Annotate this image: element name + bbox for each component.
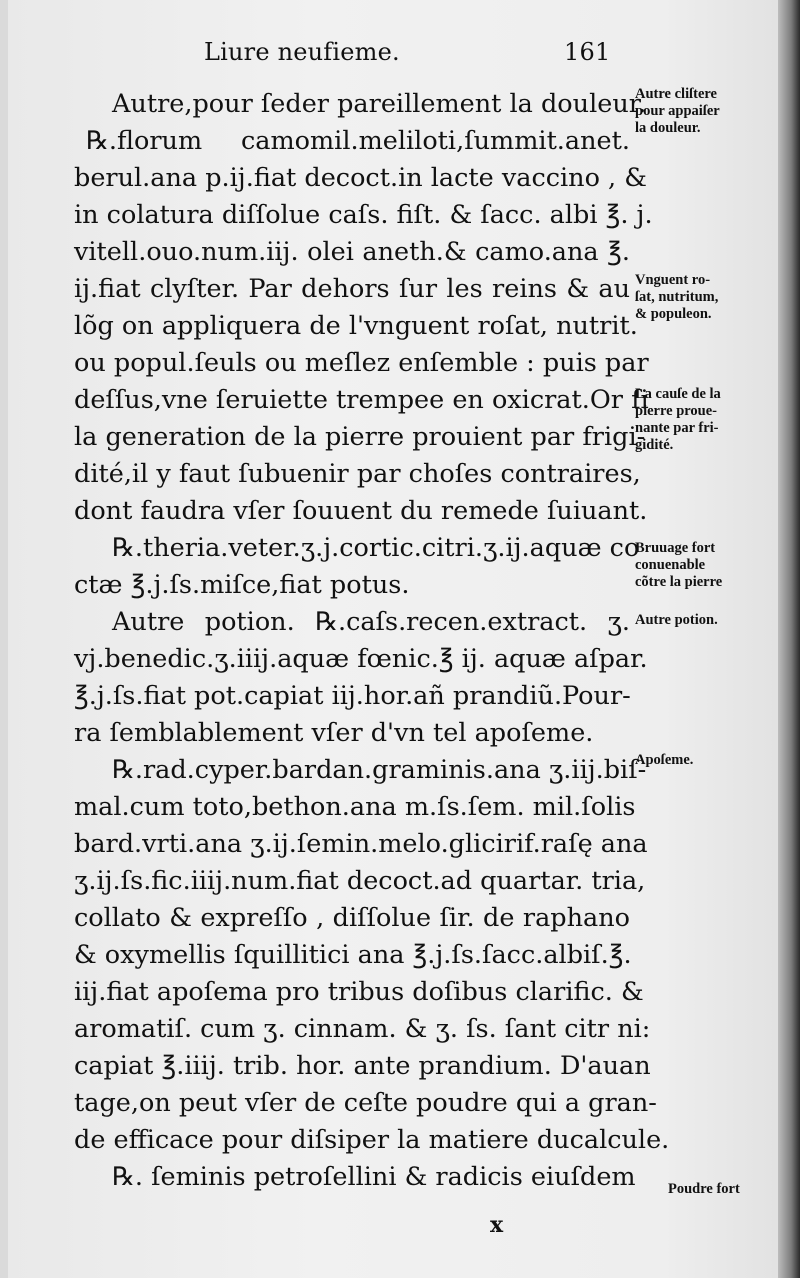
page-number: 161 bbox=[564, 38, 611, 66]
margin-note-line: & populeon. bbox=[635, 306, 712, 322]
margin-note bbox=[635, 272, 773, 323]
text-line: de efficace pour diſsiper la matiere ducalcule. bbox=[74, 1125, 670, 1155]
text-line: ℞. ſeminis petroſellini & radicis eiuſdem bbox=[112, 1162, 636, 1192]
text-line: mal.cum toto,bethon.ana m.ſs.ſem. mil.ſolis bbox=[74, 792, 636, 822]
text-line: Autre,pour ſeder pareillement la douleur. bbox=[112, 89, 647, 119]
text-line: berul.ana p.ij.fiat decoct.in lacte vaccino , & bbox=[74, 163, 647, 193]
margin-note-line: Bruuage fort bbox=[635, 540, 716, 556]
margin-note bbox=[635, 86, 773, 137]
text-line: Autre potion. ℞.caſs.recen.extract. ʒ. bbox=[112, 607, 630, 637]
margin-note-line: nante par fri- bbox=[635, 420, 719, 436]
margin-note-line: La cauſe de la bbox=[635, 386, 721, 402]
text-line: tage,on peut vſer de ceſte poudre qui a gran- bbox=[74, 1088, 657, 1118]
text-line: ℥.j.ſs.fiat pot.capiat iij.hor.añ prandiũ.Pour- bbox=[74, 681, 631, 711]
text-line: collato & expreſſo , diſſolue ſir. de raphano bbox=[74, 903, 630, 933]
margin-note-line: Vnguent ro- bbox=[635, 272, 711, 288]
text-line: ℞.theria.veter.ʒ.j.cortic.citri.ʒ.ij.aquæ co bbox=[112, 533, 640, 563]
text-line: in colatura diſſolue caſs. fiſt. & ſacc. albi ℥. j. bbox=[74, 200, 653, 230]
margin-note-line: cõtre la pierre bbox=[635, 574, 723, 590]
text-line: & oxymellis ſquillitici ana ℥.j.ſs.ſacc.albiſ.℥. bbox=[74, 940, 632, 970]
margin-note-line: ſat, nutritum, bbox=[635, 289, 719, 305]
text-line: ℞.florum camomil.meliloti,ſummit.anet. bbox=[86, 126, 630, 156]
signature-mark: x bbox=[490, 1212, 504, 1238]
running-header bbox=[204, 38, 624, 66]
text-line: deſſus,vne ſeruiette trempee en oxicrat.Or ſi bbox=[74, 385, 649, 415]
margin-note-line: conuenable bbox=[635, 557, 706, 573]
text-line: aromatiſ. cum ʒ. cinnam. & ʒ. ſs. ſant citr ni: bbox=[74, 1014, 651, 1044]
text-line: ou popul.ſeuls ou meſlez enſemble : puis par bbox=[74, 348, 649, 378]
book-spine bbox=[778, 0, 800, 1278]
text-line: bard.vrti.ana ʒ.ij.ſemin.melo.glicirif.raſę ana bbox=[74, 829, 648, 859]
text-line: vj.benedic.ʒ.iiij.aquæ fœnic.℥ ij. aquæ aſpar. bbox=[74, 644, 648, 674]
text-line: vitell.ouo.num.iij. olei aneth.& camo.ana ℥. bbox=[74, 237, 630, 267]
text-line: ra ſemblablement vſer d'vn tel apoſeme. bbox=[74, 718, 594, 748]
margin-note bbox=[668, 1181, 800, 1198]
text-line: iij.fiat apoſema pro tribus doſibus clarific. & bbox=[74, 977, 644, 1007]
margin-note-line: pour appaiſer bbox=[635, 103, 720, 119]
text-line: dité,il y faut ſubuenir par choſes contraires, bbox=[74, 459, 641, 489]
margin-note bbox=[635, 612, 773, 629]
margin-note-line: Poudre fort bbox=[668, 1181, 740, 1197]
margin-note bbox=[635, 386, 773, 454]
text-line: capiat ℥.iiij. trib. hor. ante prandium. D'auan bbox=[74, 1051, 651, 1081]
text-line: dont faudra vſer ſouuent du remede ſuiuant. bbox=[74, 496, 648, 526]
margin-note bbox=[635, 540, 773, 591]
text-line: lõg on appliquera de l'vnguent roſat, nutrit. bbox=[74, 311, 638, 341]
margin-note-line: Autre potion. bbox=[635, 612, 718, 628]
text-line: ℞.rad.cyper.bardan.graminis.ana ʒ.iij.biſ- bbox=[112, 755, 647, 785]
margin-note-line: Autre cliſtere bbox=[635, 86, 717, 102]
text-line: ij.fiat clyſter. Par dehors ſur les reins & au bbox=[74, 274, 630, 304]
text-line: ʒ.ij.ſs.fic.iiij.num.fiat decoct.ad quartar. tria, bbox=[74, 866, 646, 896]
running-title: Liure neufieme. bbox=[204, 38, 400, 66]
margin-note bbox=[635, 752, 773, 769]
margin-note-line: pierre proue- bbox=[635, 403, 718, 419]
text-line: la generation de la pierre prouient par frigi- bbox=[74, 422, 646, 452]
margin-note-line: gidité. bbox=[635, 437, 674, 453]
margin-note-line: la douleur. bbox=[635, 120, 701, 136]
text-line: ctæ ℥.j.ſs.miſce,fiat potus. bbox=[74, 570, 410, 600]
margin-note-line: Apoſeme. bbox=[635, 752, 694, 768]
